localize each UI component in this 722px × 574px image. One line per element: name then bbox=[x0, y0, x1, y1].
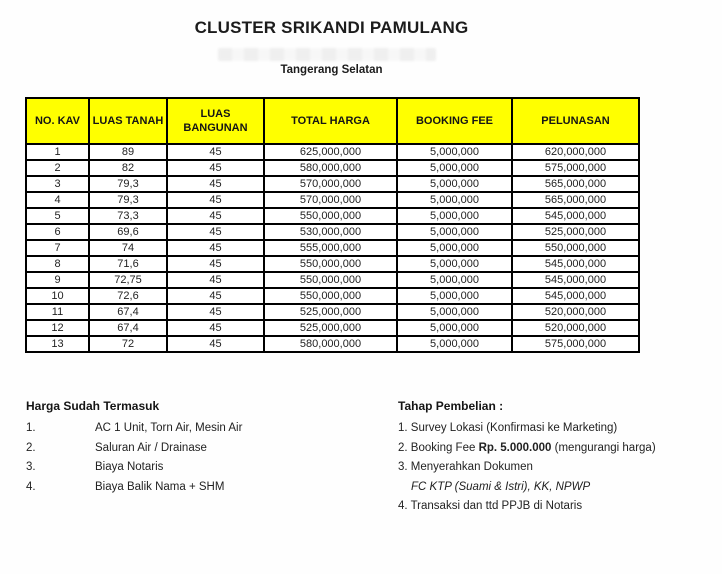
table-cell: 4 bbox=[26, 192, 89, 208]
included-section-title: Harga Sudah Termasuk bbox=[26, 399, 160, 413]
included-list-item bbox=[26, 419, 376, 439]
table-row bbox=[26, 208, 639, 224]
table-cell: 5,000,000 bbox=[397, 144, 512, 160]
table-cell: 67,4 bbox=[89, 304, 167, 320]
table-cell: 45 bbox=[167, 144, 264, 160]
list-item-number: 1. bbox=[398, 422, 411, 434]
table-cell: 565,000,000 bbox=[512, 176, 639, 192]
table-cell: 5,000,000 bbox=[397, 208, 512, 224]
table-cell: 12 bbox=[26, 320, 89, 336]
table-row bbox=[26, 256, 639, 272]
list-item-text: Biaya Notaris bbox=[95, 461, 164, 473]
price-table bbox=[25, 97, 640, 353]
table-cell: 545,000,000 bbox=[512, 256, 639, 272]
table-cell: 79,3 bbox=[89, 192, 167, 208]
table-cell: 8 bbox=[26, 256, 89, 272]
table-cell: 6 bbox=[26, 224, 89, 240]
table-row bbox=[26, 320, 639, 336]
column-header: BOOKING FEE bbox=[397, 98, 512, 144]
table-cell: 11 bbox=[26, 304, 89, 320]
table-cell: 3 bbox=[26, 176, 89, 192]
table-cell: 69,6 bbox=[89, 224, 167, 240]
table-cell: 45 bbox=[167, 192, 264, 208]
table-cell: 5,000,000 bbox=[397, 224, 512, 240]
column-header: PELUNASAN bbox=[512, 98, 639, 144]
table-cell: 530,000,000 bbox=[264, 224, 397, 240]
table-cell: 45 bbox=[167, 176, 264, 192]
list-item-text: Saluran Air / Drainase bbox=[95, 441, 207, 454]
table-cell: 575,000,000 bbox=[512, 160, 639, 176]
list-item-text: (mengurangi harga) bbox=[551, 441, 656, 454]
included-list-item bbox=[26, 458, 376, 478]
table-row bbox=[26, 240, 639, 256]
table-row bbox=[26, 160, 639, 176]
list-item-number: 2. bbox=[26, 441, 36, 454]
table-cell: 45 bbox=[167, 224, 264, 240]
table-cell: 550,000,000 bbox=[264, 256, 397, 272]
column-header: NO. KAV bbox=[26, 98, 89, 144]
list-item-text: Booking Fee bbox=[410, 441, 479, 454]
table-cell: 570,000,000 bbox=[264, 176, 397, 192]
table-cell: 45 bbox=[167, 320, 264, 336]
table-cell: 550,000,000 bbox=[264, 288, 397, 304]
table-cell: 555,000,000 bbox=[264, 240, 397, 256]
included-list-item bbox=[26, 478, 376, 498]
table-cell: 72,75 bbox=[89, 272, 167, 288]
list-item-text: Survey Lokasi (Konfirmasi ke Marketing) bbox=[410, 422, 618, 434]
table-cell: 9 bbox=[26, 272, 89, 288]
purchase-steps-title: Tahap Pembelian : bbox=[398, 399, 504, 413]
list-item-number: 3. bbox=[398, 461, 411, 473]
table-cell: 10 bbox=[26, 288, 89, 304]
table-cell: 620,000,000 bbox=[512, 144, 639, 160]
table-cell: 525,000,000 bbox=[512, 224, 639, 240]
table-cell: 67,4 bbox=[89, 320, 167, 336]
table-cell: 45 bbox=[167, 256, 264, 272]
table-cell: 45 bbox=[167, 272, 264, 288]
table-cell: 525,000,000 bbox=[264, 304, 397, 320]
table-cell: 525,000,000 bbox=[264, 320, 397, 336]
table-cell: 71,6 bbox=[89, 256, 167, 272]
table-cell: 5,000,000 bbox=[397, 304, 512, 320]
table-cell: 45 bbox=[167, 288, 264, 304]
table-row bbox=[26, 304, 639, 320]
table-cell: 550,000,000 bbox=[512, 240, 639, 256]
table-row bbox=[26, 288, 639, 304]
table-header-row bbox=[26, 98, 639, 144]
purchase-step-item bbox=[398, 439, 716, 459]
page-title: CLUSTER SRIKANDI PAMULANG bbox=[194, 18, 469, 37]
table-cell: 72 bbox=[89, 336, 167, 352]
list-item-text: Transaksi dan ttd PPJB di Notaris bbox=[410, 500, 583, 512]
table-row bbox=[26, 224, 639, 240]
table-cell: 550,000,000 bbox=[264, 272, 397, 288]
table-cell: 5 bbox=[26, 208, 89, 224]
purchase-steps-items bbox=[398, 419, 716, 517]
table-cell: 580,000,000 bbox=[264, 336, 397, 352]
table-cell: 520,000,000 bbox=[512, 304, 639, 320]
table-cell: 5,000,000 bbox=[397, 320, 512, 336]
page-subtitle: Tangerang Selatan bbox=[280, 64, 383, 76]
redacted-area bbox=[218, 48, 436, 61]
list-item-text: Rp. 5.000.000 bbox=[478, 441, 552, 454]
list-item-number: 4. bbox=[398, 500, 411, 512]
purchase-step-item bbox=[398, 419, 716, 439]
table-cell: 45 bbox=[167, 208, 264, 224]
column-header: LUAS BANGUNAN bbox=[167, 98, 264, 144]
table-cell: 45 bbox=[167, 336, 264, 352]
table-cell: 74 bbox=[89, 240, 167, 256]
list-item-text: Menyerahkan Dokumen bbox=[410, 461, 533, 473]
table-cell: 580,000,000 bbox=[264, 160, 397, 176]
table-cell: 7 bbox=[26, 240, 89, 256]
table-row bbox=[26, 192, 639, 208]
column-header: TOTAL HARGA bbox=[264, 98, 397, 144]
table-cell: 625,000,000 bbox=[264, 144, 397, 160]
list-item-text: AC 1 Unit, Torn Air, Mesin Air bbox=[95, 422, 243, 434]
table-cell: 570,000,000 bbox=[264, 192, 397, 208]
table-cell: 5,000,000 bbox=[397, 272, 512, 288]
table-cell: 73,3 bbox=[89, 208, 167, 224]
list-item-number: 1. bbox=[26, 422, 36, 434]
table-cell: 5,000,000 bbox=[397, 160, 512, 176]
table-cell: 79,3 bbox=[89, 176, 167, 192]
table-cell: 72,6 bbox=[89, 288, 167, 304]
table-cell: 2 bbox=[26, 160, 89, 176]
table-row bbox=[26, 336, 639, 352]
table-cell: 520,000,000 bbox=[512, 320, 639, 336]
included-section bbox=[26, 399, 376, 497]
table-cell: 5,000,000 bbox=[397, 192, 512, 208]
table-cell: 45 bbox=[167, 240, 264, 256]
table-row bbox=[26, 272, 639, 288]
table-cell: 5,000,000 bbox=[397, 240, 512, 256]
purchase-step-subline: FC KTP (Suami & Istri), KK, NPWP bbox=[411, 480, 591, 493]
table-cell: 5,000,000 bbox=[397, 288, 512, 304]
table-cell: 545,000,000 bbox=[512, 288, 639, 304]
list-item-text: Biaya Balik Nama + SHM bbox=[95, 480, 225, 493]
table-cell: 5,000,000 bbox=[397, 256, 512, 272]
list-item-number: 2. bbox=[398, 441, 411, 454]
table-cell: 550,000,000 bbox=[264, 208, 397, 224]
table-cell: 565,000,000 bbox=[512, 192, 639, 208]
table-cell: 45 bbox=[167, 304, 264, 320]
list-item-number: 3. bbox=[26, 461, 36, 473]
purchase-step-item bbox=[398, 458, 716, 478]
column-header: LUAS TANAH bbox=[89, 98, 167, 144]
table-cell: 545,000,000 bbox=[512, 208, 639, 224]
table-cell: 45 bbox=[167, 160, 264, 176]
included-list-item bbox=[26, 439, 376, 459]
table-cell: 5,000,000 bbox=[397, 176, 512, 192]
table-row bbox=[26, 176, 639, 192]
purchase-step-item bbox=[398, 497, 716, 517]
table-cell: 575,000,000 bbox=[512, 336, 639, 352]
table-cell: 1 bbox=[26, 144, 89, 160]
table-cell: 5,000,000 bbox=[397, 336, 512, 352]
table-cell: 89 bbox=[89, 144, 167, 160]
included-items bbox=[26, 419, 376, 497]
table-cell: 13 bbox=[26, 336, 89, 352]
table-cell: 545,000,000 bbox=[512, 272, 639, 288]
purchase-steps-section bbox=[398, 399, 716, 517]
table-cell: 82 bbox=[89, 160, 167, 176]
list-item-number: 4. bbox=[26, 480, 36, 493]
table-row bbox=[26, 144, 639, 160]
